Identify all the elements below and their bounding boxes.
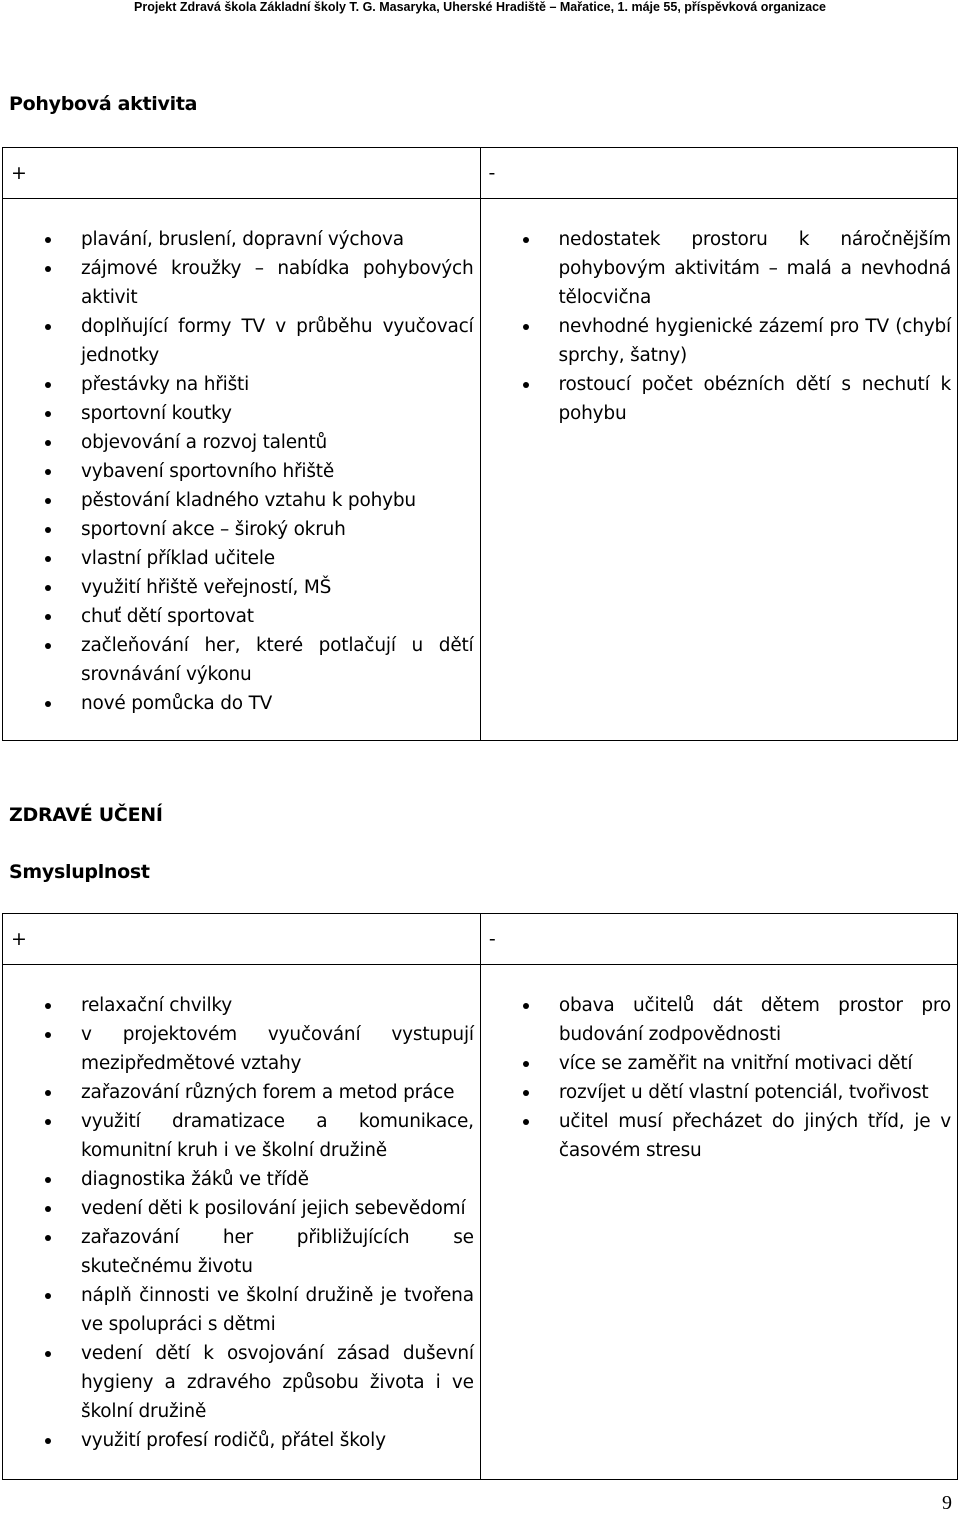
section-title-pohybova-aktivita: Pohybová aktivita <box>9 93 198 115</box>
list-item: začleňování her, které potlačují u dětí srovnávání výkonu <box>3 631 480 689</box>
minus-header: - <box>480 914 957 965</box>
list-item: rozvíjet u dětí vlastní potenciál, tvořivost <box>481 1078 957 1107</box>
list-item: více se zaměřit na vnitřní motivaci dětí <box>481 1049 957 1078</box>
list-item: zájmové kroužky – nabídka pohybových aktivit <box>3 254 480 312</box>
minus-cell <box>480 965 957 1480</box>
table-pohybova-aktivita <box>2 147 958 741</box>
section-title-smysluplnost: Smysluplnost <box>9 861 150 883</box>
minus-list <box>481 225 958 428</box>
minus-header: - <box>480 148 958 199</box>
list-item: chuť dětí sportovat <box>3 602 480 631</box>
plus-header: + <box>3 914 481 965</box>
list-item: v projektovém vyučování vystupují mezipředmětové vztahy <box>3 1020 480 1078</box>
minus-list <box>481 991 957 1165</box>
list-item: diagnostika žáků ve třídě <box>3 1165 480 1194</box>
list-item: náplň činnosti ve školní družině je tvořena ve spolupráci s dětmi <box>3 1281 480 1339</box>
list-item: zařazování různých forem a metod práce <box>3 1078 480 1107</box>
list-item: sportovní akce – široký okruh <box>3 515 480 544</box>
list-item: doplňující formy TV v průběhu vyučovací jednotky <box>3 312 480 370</box>
minus-cell <box>480 199 958 741</box>
plus-cell <box>3 965 481 1480</box>
list-item: využití hřiště veřejností, MŠ <box>3 573 480 602</box>
page-number: 9 <box>942 1492 952 1514</box>
list-item: vedení dětí k osvojování zásad duševní hygieny a zdravého způsobu života i ve školní družině <box>3 1339 480 1426</box>
page-header: Projekt Zdravá škola Základní školy T. G. Masaryka, Uherské Hradiště – Mařatice, 1. máje 55, příspěvková organizace <box>134 0 826 14</box>
list-item: obava učitelů dát dětem prostor pro budování zodpovědnosti <box>481 991 957 1049</box>
list-item: přestávky na hřišti <box>3 370 480 399</box>
list-item: vlastní příklad učitele <box>3 544 480 573</box>
list-item: učitel musí přecházet do jiných tříd, je v časovém stresu <box>481 1107 957 1165</box>
list-item: vybavení sportovního hřiště <box>3 457 480 486</box>
list-item: nové pomůcka do TV <box>3 689 480 718</box>
section-heading-zdrave-uceni: ZDRAVÉ UČENÍ <box>9 804 163 826</box>
list-item: sportovní koutky <box>3 399 480 428</box>
list-item: plavání, bruslení, dopravní výchova <box>3 225 480 254</box>
list-item: relaxační chvilky <box>3 991 480 1020</box>
list-item: využití dramatizace a komunikace, komunitní kruh i ve školní družině <box>3 1107 480 1165</box>
list-item: nevhodné hygienické zázemí pro TV (chybí sprchy, šatny) <box>481 312 958 370</box>
table-smysluplnost <box>2 913 958 1480</box>
plus-cell <box>3 199 481 741</box>
plus-list <box>3 991 480 1455</box>
list-item: vedení děti k posilování jejich sebevědomí <box>3 1194 480 1223</box>
plus-header: + <box>3 148 481 199</box>
list-item: využití profesí rodičů, přátel školy <box>3 1426 480 1455</box>
list-item: pěstování kladného vztahu k pohybu <box>3 486 480 515</box>
list-item: nedostatek prostoru k náročnějším pohybovým aktivitám – malá a nevhodná tělocvična <box>481 225 958 312</box>
list-item: objevování a rozvoj talentů <box>3 428 480 457</box>
plus-list <box>3 225 480 718</box>
list-item: zařazování her přibližujících se skutečnému životu <box>3 1223 480 1281</box>
list-item: rostoucí počet obézních dětí s nechutí k pohybu <box>481 370 958 428</box>
